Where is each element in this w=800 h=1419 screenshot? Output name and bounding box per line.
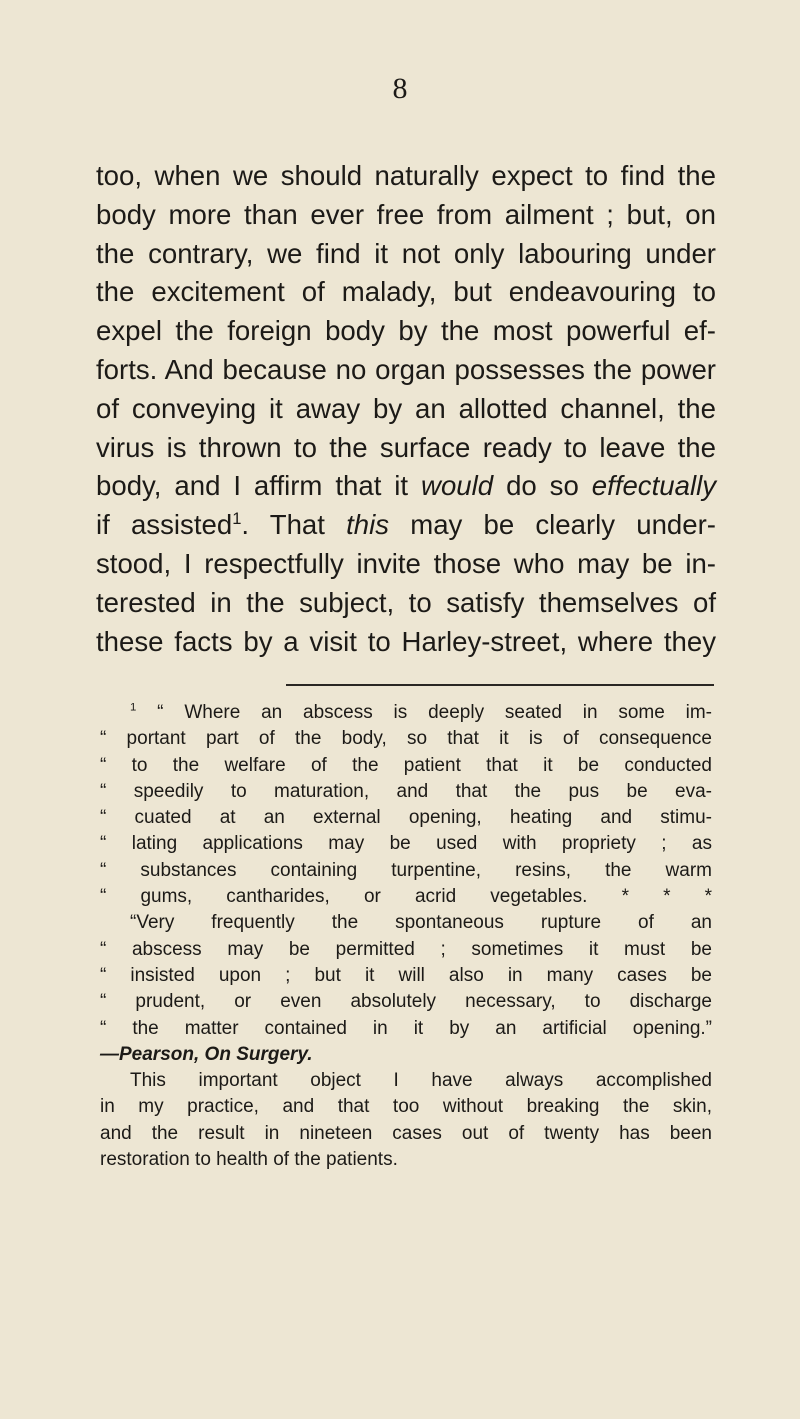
footnote-line: in my practice, and that too without breaking the skin, <box>100 1096 712 1118</box>
footnote-line: “ substances containing turpentine, resins, the warm <box>100 859 712 881</box>
footnote-line: “ cuated at an external opening, heating and stimu- <box>100 807 712 829</box>
footnote-line: “ insisted upon ; but it will also in many cases be <box>100 964 712 986</box>
text-run: do so <box>493 470 592 502</box>
text-run: body, and I affirm that it <box>96 470 422 502</box>
footnote-attribution <box>100 1042 712 1068</box>
text-line: of conveying it away by an allotted channel, the <box>96 392 716 424</box>
text-run: . That <box>241 509 347 541</box>
page-number: 8 <box>392 72 408 105</box>
footnote-line <box>100 700 712 726</box>
footnote-line: “ the matter contained in it by an artificial opening.” <box>100 1017 712 1039</box>
italic-word: this <box>346 509 390 541</box>
footnote-line: “ to the welfare of the patient that it be conducted <box>100 754 712 776</box>
main-text <box>96 157 716 661</box>
text-line: the excitement of malady, but endeavouring to <box>96 276 716 308</box>
text-line: virus is thrown to the surface ready to leave the <box>96 431 716 463</box>
text-run: “ Where an abscess is deeply seated in some im- <box>157 702 713 723</box>
footnote-line: “ portant part of the body, so that it is of consequence <box>100 728 712 750</box>
text-line: stood, I respectfully invite those who may be in- <box>96 547 716 579</box>
footnote-line: “ abscess may be permitted ; sometimes it must be <box>100 938 712 960</box>
text-line: terested in the subject, to satisfy themselves of <box>96 586 716 618</box>
text-line: these facts by a visit to Harley-street, where they <box>96 625 716 657</box>
citation: —Pearson, On Surgery. <box>100 1043 313 1065</box>
footnote-line: “Very frequently the spontaneous rupture of an <box>130 912 712 934</box>
footnote-line: “ speedily to maturation, and that the pus be eva- <box>100 780 712 802</box>
footnote <box>100 700 712 1173</box>
text-run: may be clearly under- <box>389 509 716 541</box>
footnote-line: and the result in nineteen cases out of twenty has been <box>100 1122 712 1144</box>
footnote-reference: 1 <box>232 508 242 528</box>
text-line: body more than ever free from ailment ; but, on <box>96 198 716 230</box>
footnote-line: This important object I have always accomplished <box>130 1070 712 1092</box>
text-line: forts. And because no organ possesses the power <box>96 353 716 385</box>
footnote-line: “ lating applications may be used with propriety ; as <box>100 833 712 855</box>
text-run: if assisted <box>96 509 233 541</box>
footnote-line: “ gums, cantharides, or acrid vegetables. * * * <box>100 886 712 908</box>
footnote-line: restoration to health of the patients. <box>100 1149 398 1171</box>
footnote-marker: 1 <box>130 701 137 714</box>
italic-word: would <box>421 470 494 502</box>
text-line <box>96 467 716 506</box>
footnote-line: “ prudent, or even absolutely necessary, to discharge <box>100 991 712 1013</box>
text-line: too, when we should naturally expect to find the <box>96 160 716 191</box>
italic-word: effectually <box>591 470 717 502</box>
text-line: the contrary, we find it not only labouring under <box>96 237 716 269</box>
text-line: expel the foreign body by the most powerful ef- <box>96 315 716 347</box>
text-line <box>96 506 716 545</box>
footnote-divider <box>286 684 714 686</box>
